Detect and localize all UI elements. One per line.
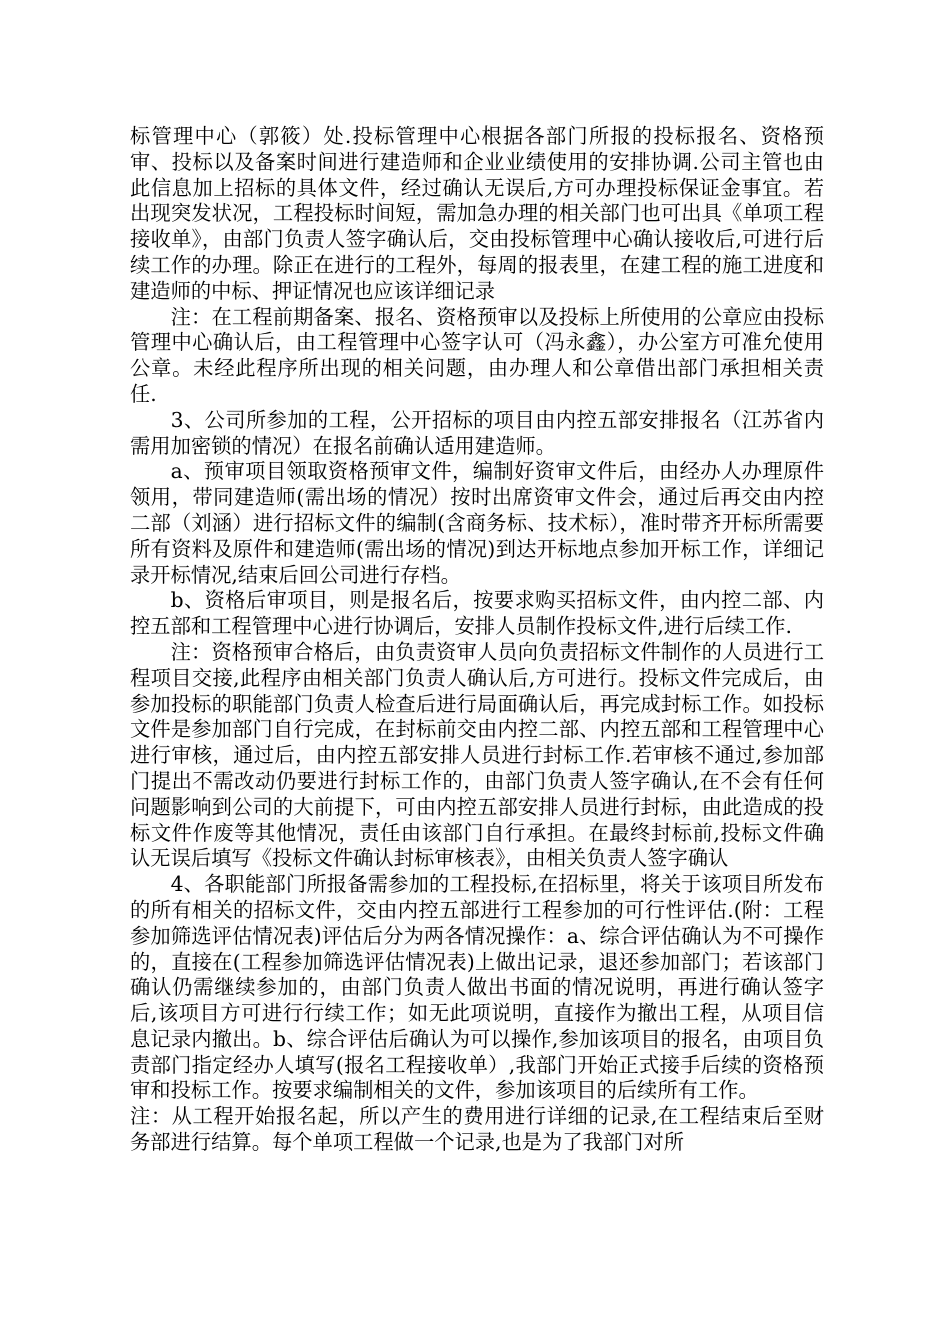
document-page <box>130 124 824 1156</box>
paragraph-item-a-prequalification: a、预审项目领取资格预审文件，编制好资审文件后，由经办人办理原件领用，带同建造师(需出场的情况）按时出席资审文件会，通过后再交由内控二部（刘涵）进行招标文件的编制(含商务标、技术标），准时带齐开标所需要所有资料及原件和建造师(需出场的情况)到达开标地点参加开标工作，详细记录开标情况,结束后回公司进行存档。 <box>130 459 824 587</box>
paragraph-note-expense-records: 注：从工程开始报名起，所以产生的费用进行详细的记录,在工程结束后至财务部进行结算。每个单项工程做一个记录,也是为了我部门对所 <box>130 1104 824 1155</box>
paragraph-item-3-public-tender: 3、公司所参加的工程，公开招标的项目由内控五部安排报名（江苏省内需用加密锁的情况）在报名前确认适用建造师。 <box>130 407 824 458</box>
paragraph-item-b-post-qualification: b、资格后审项目，则是报名后，按要求购买招标文件，由内控二部、内控五部和工程管理中心进行协调后，安排人员制作投标文件,进行后续工作. <box>130 588 824 639</box>
paragraph-note-bid-sealing: 注：资格预审合格后，由负责资审人员向负责招标文件制作的人员进行工程项目交接,此程序由相关部门负责人确认后,方可进行。投标文件完成后，由参加投标的职能部门负责人检查后进行局面确认后，再完成封标工作。如投标文件是参加部门自行完成，在封标前交由内控二部、内控五部和工程管理中心进行审核，通过后，由内控五部安排人员进行封标工作.若审核不通过,参加部门提出不需改动仍要进行封标工作的，由部门负责人签字确认,在不会有任何问题影响到公司的大前提下，可由内控五部安排人员进行封标，由此造成的投标文件作废等其他情况，责任由该部门自行承担。在最终封标前,投标文件确认无误后填写《投标文件确认封标审核表》，由相关负责人签字确认 <box>130 639 824 871</box>
paragraph-note-official-seal: 注：在工程前期备案、报名、资格预审以及投标上所使用的公章应由投标管理中心确认后，由工程管理中心签字认可（冯永鑫），办公室方可准允使用公章。未经此程序所出现的相关问题，由办理人和公章借出部门承担相关责任. <box>130 304 824 406</box>
paragraph-item-4-feasibility-assessment: 4、各职能部门所报备需参加的工程投标,在招标里，将关于该项目所发布的所有相关的招标文件，交由内控五部进行工程参加的可行性评估.(附：工程参加筛选评估情况表)评估后分为两各情况操作：a、综合评估确认为不可操作的，直接在(工程参加筛选评估情况表)上做出记录，退还参加部门；若该部门确认仍需继续参加的，由部门负责人做出书面的情况说明，再进行确认签字后,该项目方可进行行续工作；如无此项说明，直接作为撤出工程，从项目信息记录内撤出。b、综合评估后确认为可以操作,参加该项目的报名，由项目负责部门指定经办人填写(报名工程接收单）,我部门开始正式接手后续的资格预审和投标工作。按要求编制相关的文件，参加该项目的后续所有工作。 <box>130 872 824 1103</box>
paragraph-bid-management-center: 标管理中心（郭筱）处.投标管理中心根据各部门所报的投标报名、资格预审、投标以及备案时间进行建造师和企业业绩使用的安排协调.公司主管也由此信息加上招标的具体文件，经过确认无误后,方可办理投标保证金事宜。若出现突发状况，工程投标时间短，需加急办理的相关部门也可出具《单项工程接收单》，由部门负责人签字确认后，交由投标管理中心确认接收后,可进行后续工作的办理。除正在进行的工程外，每周的报表里，在建工程的施工进度和建造师的中标、押证情况也应该详细记录 <box>130 124 824 303</box>
